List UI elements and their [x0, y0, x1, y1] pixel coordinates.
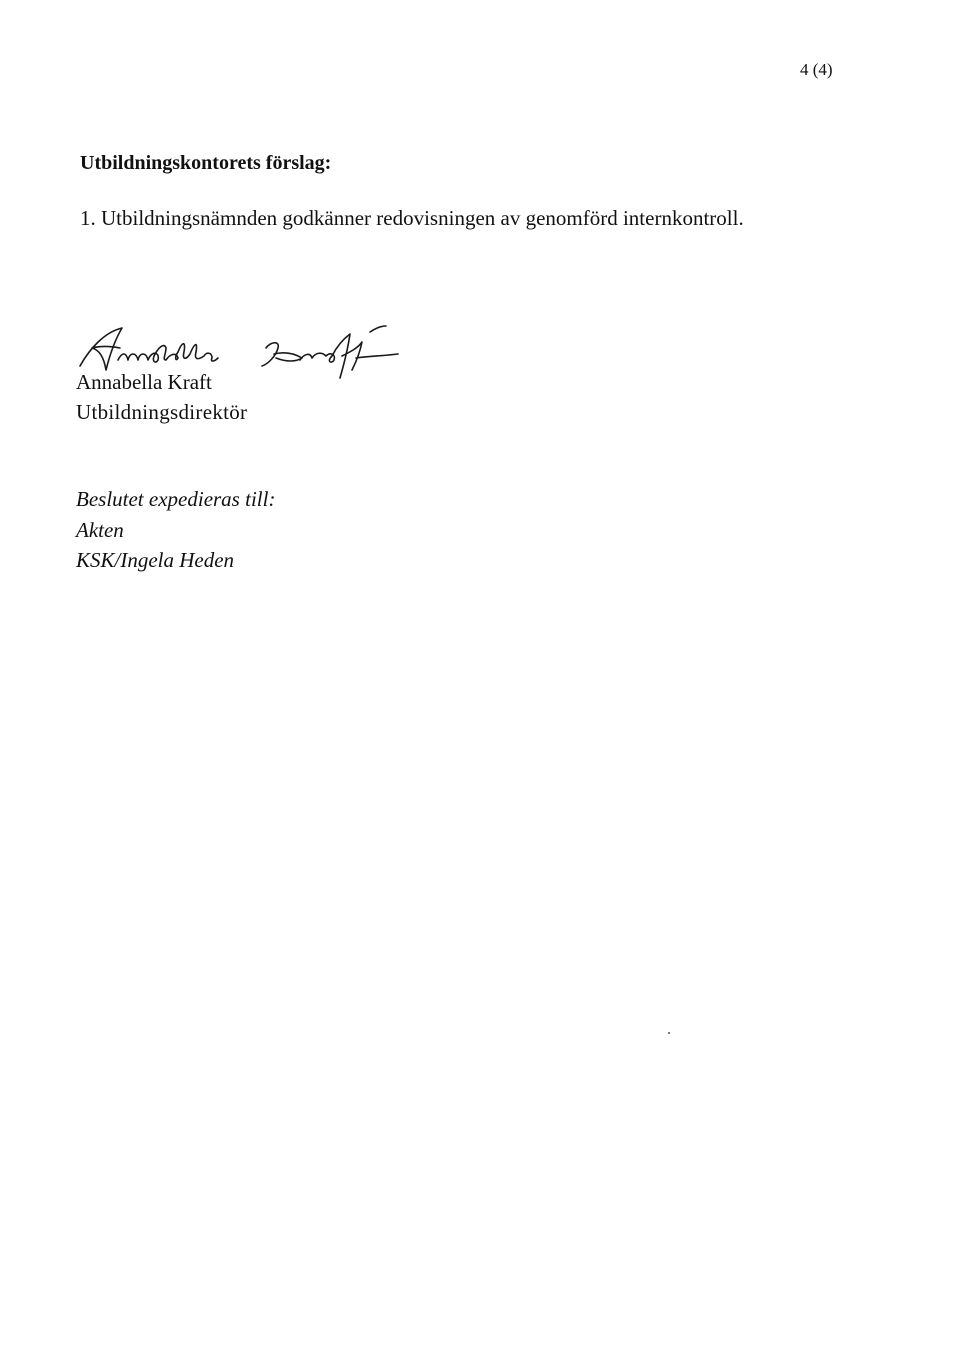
scan-speck — [668, 1032, 670, 1034]
distribution-recipient: Akten — [76, 518, 124, 542]
distribution-recipient: KSK/Ingela Heden — [76, 548, 235, 572]
proposal-heading: Utbildningskontorets förslag: — [80, 152, 332, 174]
signer-title: Utbildningsdirektör — [76, 400, 248, 424]
page-number: 4 (4) — [800, 60, 833, 79]
distribution-list — [76, 515, 234, 575]
signer-name: Annabella Kraft — [76, 370, 212, 394]
proposal-item: 1. Utbildningsnämnden godkänner redovisningen av genomförd internkontroll. — [80, 206, 744, 230]
distribution-heading: Beslutet expedieras till: — [76, 487, 276, 511]
